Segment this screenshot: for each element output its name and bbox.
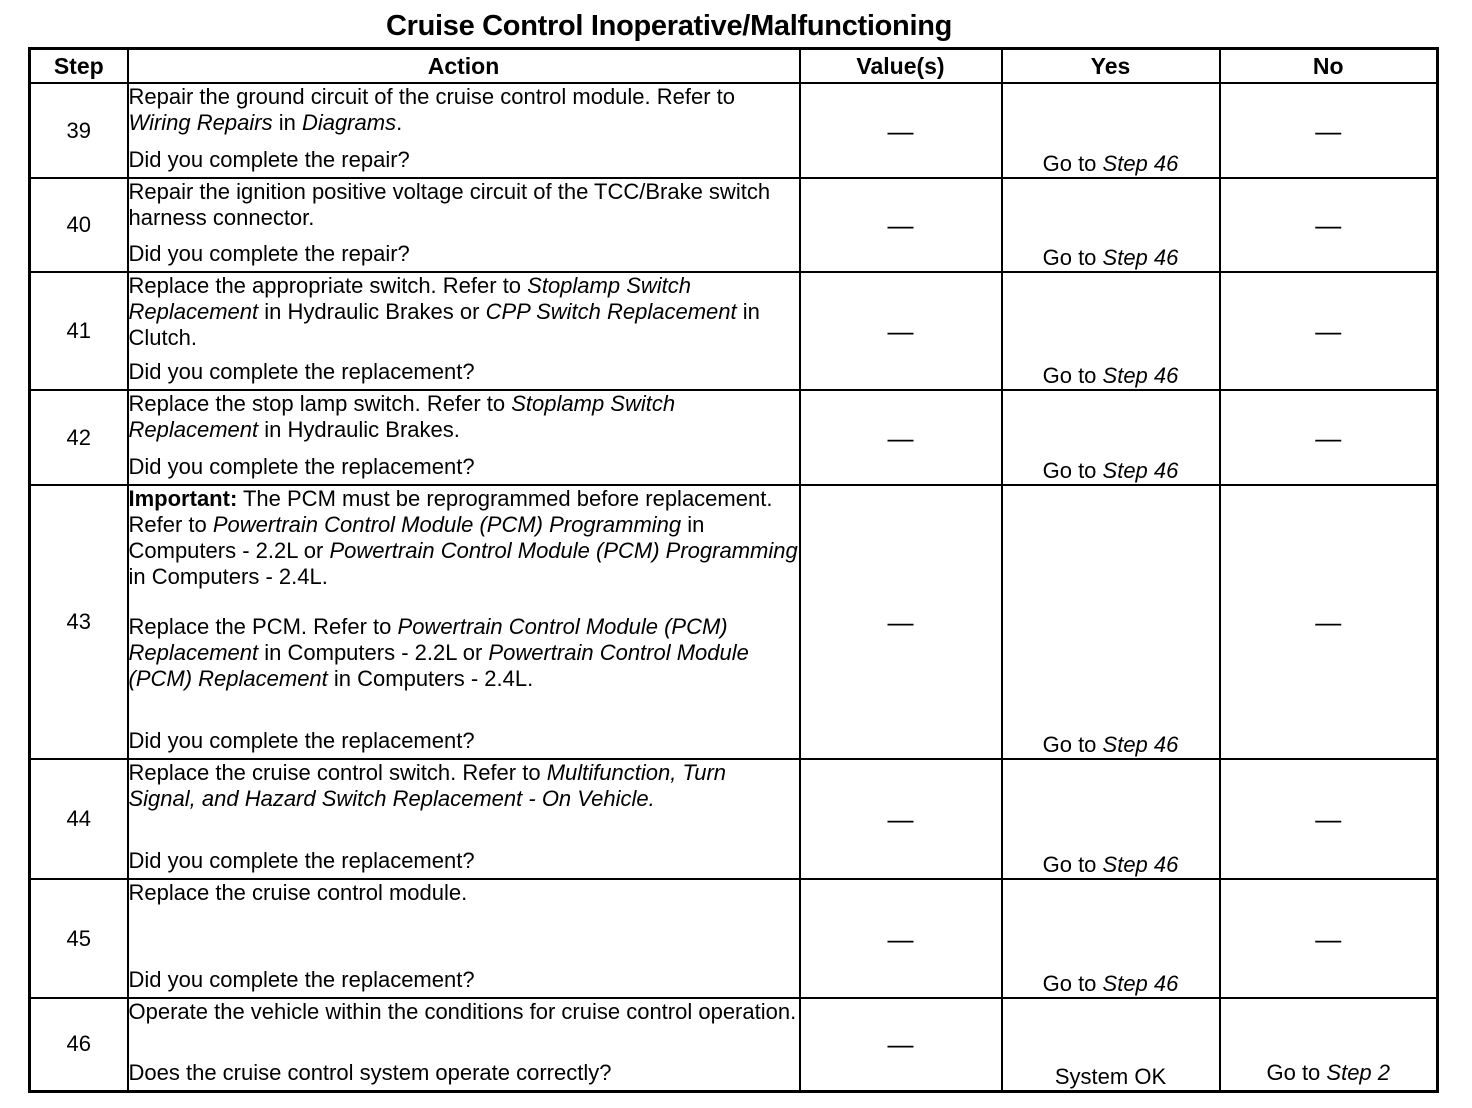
action-paragraph [129,760,799,812]
action-question: Did you complete the replacement? [128,728,475,753]
no-cell: — [1220,272,1438,390]
important-label: Important: [128,486,238,511]
step-number: 43 [30,485,128,759]
table-row [30,178,1438,272]
action-text-segment: in Hydraulic Brakes. [258,417,460,442]
step-number: 42 [30,390,128,485]
value-cell: — [800,759,1002,879]
header-values: Value(s) [800,49,1002,84]
value-cell: — [800,272,1002,390]
action-text [129,179,799,231]
no-cell: — [1220,178,1438,272]
action-text [129,391,799,443]
reference-link-text: Stoplamp Switch Replacement [128,391,676,442]
action-paragraph [129,614,799,692]
step-number: 41 [30,272,128,390]
action-text-segment: Replace the appropriate switch. Refer to [128,273,528,298]
action-text-segment: in Hydraulic Brakes or [258,299,486,324]
action-text-segment: Replace the cruise control module. [128,880,468,905]
action-cell [128,272,800,390]
header-row [30,49,1438,84]
action-text-segment: in Computers - 2.2L or [128,512,705,563]
action-text-segment: Replace the stop lamp switch. Refer to [128,391,512,416]
action-text [129,486,799,692]
step-number: 39 [30,83,128,178]
step-number: 45 [30,879,128,998]
reference-link-text: Multifunction, Turn Signal, and Hazard Switch Replacement - On Vehicle. [128,760,727,811]
yes-cell [1002,390,1220,485]
table-row [30,390,1438,485]
value-cell: — [800,485,1002,759]
yes-goto-prefix: Go to [1042,245,1103,270]
action-text-segment: Replace the PCM. Refer to [128,614,398,639]
yes-cell [1002,879,1220,998]
no-goto-prefix: Go to [1266,1059,1327,1085]
yes-result: System OK [1054,1063,1167,1089]
action-question: Did you complete the repair? [128,241,410,266]
yes-step-link: Step 46 [1102,971,1179,996]
action-text-segment: Operate the vehicle within the conditions for cruise control operation. [128,999,797,1024]
yes-goto-prefix: Go to [1042,732,1103,757]
action-question: Does the cruise control system operate correctly? [128,1060,612,1085]
reference-link-text: Stoplamp Switch Replacement [128,273,692,324]
action-text [129,84,799,136]
reference-link-text: Wiring Repairs [128,110,273,135]
no-cell: — [1220,83,1438,178]
no-cell: — [1220,759,1438,879]
action-question: Did you complete the repair? [128,147,410,172]
action-cell [128,485,800,759]
step-number: 44 [30,759,128,879]
yes-goto-prefix: Go to [1042,971,1103,996]
reference-link-text: Powertrain Control Module (PCM) Replacement [128,614,728,665]
no-cell: — [1220,390,1438,485]
table-row [30,272,1438,390]
header-action: Action [128,49,800,84]
header-no: No [1220,49,1438,84]
yes-cell [1002,485,1220,759]
yes-goto-prefix: Go to [1042,151,1103,176]
no-step-link: Step 2 [1326,1059,1391,1085]
table-row [30,879,1438,998]
yes-step-link: Step 46 [1102,732,1179,757]
action-text-segment: in Clutch. [128,299,760,350]
yes-goto-prefix: Go to [1042,363,1103,388]
document-title: Cruise Control Inoperative/Malfunctioning [385,10,953,42]
action-text [129,273,799,351]
yes-goto-prefix: Go to [1042,852,1103,877]
action-text-segment: . [396,110,403,135]
header-yes: Yes [1002,49,1220,84]
yes-step-link: Step 46 [1102,852,1179,877]
yes-goto-prefix: Go to [1042,458,1103,483]
diagnostic-table [28,47,1439,1093]
reference-link-text: CPP Switch Replacement [485,299,737,324]
action-paragraph [129,179,799,231]
action-cell [128,759,800,879]
action-paragraph [129,880,799,906]
value-cell: — [800,83,1002,178]
yes-cell [1002,998,1220,1091]
table-body [30,83,1438,1091]
action-paragraph [129,391,799,443]
action-question: Did you complete the replacement? [128,967,475,992]
reference-link-text: Powertrain Control Module (PCM) Programming [329,538,798,563]
yes-cell [1002,759,1220,879]
action-cell [128,879,800,998]
no-cell: — [1220,485,1438,759]
action-paragraph [129,84,799,136]
value-cell: — [800,998,1002,1091]
reference-link-text: Diagrams [301,110,397,135]
table-row [30,998,1438,1091]
yes-cell [1002,272,1220,390]
action-text [129,760,799,812]
value-cell: — [800,178,1002,272]
action-paragraph [129,999,799,1025]
yes-cell [1002,83,1220,178]
table-row [30,759,1438,879]
action-question: Did you complete the replacement? [128,359,475,384]
action-text [129,999,799,1025]
action-text-segment: in Computers - 2.4L. [327,666,534,691]
action-paragraph [129,273,799,351]
action-text [129,880,799,906]
action-text-segment: The PCM must be reprogrammed before replacement. Refer to [128,486,773,537]
action-cell [128,998,800,1091]
action-question: Did you complete the replacement? [128,454,475,479]
action-text-segment: in Computers - 2.2L or [258,640,489,665]
reference-link-text: Powertrain Control Module (PCM) Replacement [128,640,749,691]
action-paragraph [129,486,799,590]
reference-link-text: Powertrain Control Module (PCM) Programming [212,512,682,537]
table-row [30,83,1438,178]
yes-step-link: Step 46 [1102,363,1179,388]
step-number: 40 [30,178,128,272]
yes-cell [1002,178,1220,272]
yes-step-link: Step 46 [1102,458,1179,483]
action-cell [128,390,800,485]
table-row [30,485,1438,759]
no-cell: — [1220,879,1438,998]
yes-step-link: Step 46 [1102,245,1179,270]
action-text-segment: in Computers - 2.4L. [128,564,328,589]
action-text-segment: in [272,110,302,135]
action-question: Did you complete the replacement? [128,848,475,873]
action-text-segment: Repair the ignition positive voltage circuit of the TCC/Brake switch harness connector. [128,179,771,230]
action-cell [128,178,800,272]
yes-step-link: Step 46 [1102,151,1179,176]
value-cell: — [800,879,1002,998]
step-number: 46 [30,998,128,1091]
no-cell [1220,998,1438,1091]
action-text-segment: Repair the ground circuit of the cruise control module. Refer to [128,84,736,109]
action-text-segment: Replace the cruise control switch. Refer to [128,760,547,785]
action-cell [128,83,800,178]
header-step: Step [30,49,128,84]
value-cell: — [800,390,1002,485]
